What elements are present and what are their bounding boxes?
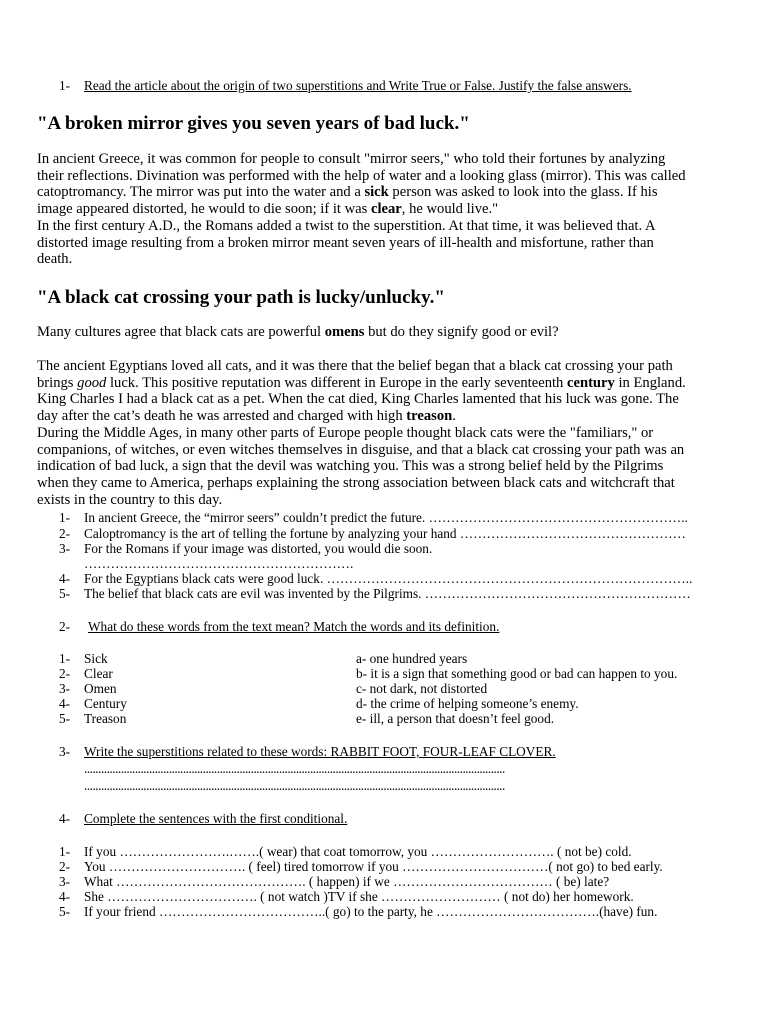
text-run: brings xyxy=(37,374,78,391)
match-number: 5- xyxy=(59,711,71,726)
text-run: luck. This positive reputation was different in Europe in the early seventeenth xyxy=(106,374,567,391)
article-2-line xyxy=(37,375,737,392)
sentence-text[interactable]: If your friend ………………………………..( go) to the party, he ……………………………….(have) fun. xyxy=(84,904,658,919)
match-definition: d- the crime of helping someone’s enemy. xyxy=(356,696,579,711)
article-1-line: In the first century A.D., the Romans added a twist to the superstition. At that time, it was believed that. A xyxy=(37,217,656,234)
article-1-line: their reflections. Divination was performed with the help of water and a looking glass (mirror). This was called xyxy=(37,167,686,184)
match-number: 1- xyxy=(59,651,71,666)
tf-number: 3- xyxy=(59,541,71,556)
article-2-line: exists in the country to this day. xyxy=(37,491,223,508)
sentence-number: 5- xyxy=(59,904,71,919)
exercise-4-number: 4- xyxy=(59,811,71,826)
article-2-line: when they came to America, perhaps explaining the strong association between black cats and witchcraft that xyxy=(37,474,675,491)
tf-statement: For the Romans if your image was distorted, you would die soon. xyxy=(84,541,433,556)
text-run: person was asked to look into the glass. If his xyxy=(388,184,658,201)
article-2-line xyxy=(37,408,737,425)
sentence-number: 2- xyxy=(59,859,71,874)
article-2-body xyxy=(37,358,737,508)
bold-word-century: century xyxy=(567,374,615,391)
article-1-body xyxy=(37,151,737,268)
match-definition: a- one hundred years xyxy=(356,651,468,666)
exercise-1-number: 1- xyxy=(59,78,71,93)
article-1-title: "A broken mirror gives you seven years of bad luck." xyxy=(37,113,470,134)
bold-word-omens: omens xyxy=(324,324,365,340)
text-run: in England. xyxy=(614,374,686,391)
text-run: . xyxy=(452,408,456,425)
tf-number: 2- xyxy=(59,526,71,541)
match-word: Sick xyxy=(84,651,108,666)
text-run: but do they signify good or evil? xyxy=(364,324,559,340)
article-2-title: "A black cat crossing your path is lucky/unlucky." xyxy=(37,287,445,308)
article-2-intro xyxy=(37,324,737,341)
article-2-line: During the Middle Ages, in many other parts of Europe people thought black cats were the "familiars," or xyxy=(37,424,654,441)
exercise-1-instruction: Read the article about the origin of two superstitions and Write True or False. Justify the false answers. xyxy=(84,78,632,93)
article-1-line xyxy=(37,201,737,218)
match-word: Clear xyxy=(84,666,113,681)
article-2-line: King Charles I had a black cat as a pet. When the cat died, King Charles lamented that his luck was gone. The xyxy=(37,391,679,408)
tf-statement: For the Egyptians black cats were good luck. ……………………………………………………………………….. xyxy=(84,571,693,586)
article-1-line: death. xyxy=(37,251,73,268)
sentence-number: 4- xyxy=(59,889,71,904)
exercise-3-answer-line[interactable]: ..................................................................................................................................................... xyxy=(84,761,505,776)
exercise-3-number: 3- xyxy=(59,744,71,759)
match-definition: b- it is a sign that something good or bad can happen to you. xyxy=(356,666,678,681)
match-definition: e- ill, a person that doesn’t feel good. xyxy=(356,711,555,726)
article-1-line xyxy=(37,184,737,201)
text-run: day after the cat’s death he was arrested and charged with high xyxy=(37,408,407,425)
bold-word-sick: sick xyxy=(364,184,389,201)
match-word: Century xyxy=(84,696,127,711)
tf-statement: Caloptromancy is the art of telling the fortune by analyzing your hand …………………………………………… xyxy=(84,526,686,541)
match-definition: c- not dark, not distorted xyxy=(356,681,488,696)
article-2-line: companions, of witches, or even witches themselves in disguise, and that a black cat crossing your path was an xyxy=(37,441,685,458)
sentence-number: 1- xyxy=(59,844,71,859)
article-1-line: distorted image resulting from a broken mirror meant seven years of ill-health and misfortune, rather than xyxy=(37,234,654,251)
article-2-line: indication of bad luck, a sign that the devil was watching you. This was a strong belief held by the Pilgrims xyxy=(37,458,664,475)
match-number: 3- xyxy=(59,681,71,696)
article-2-line xyxy=(37,324,737,341)
tf-number: 5- xyxy=(59,586,71,601)
sentence-text[interactable]: She ……………………………. ( not watch )TV if she ……………………… ( not do) her homework. xyxy=(84,889,634,904)
italic-word-good: good xyxy=(77,374,107,391)
article-1-line: In ancient Greece, it was common for people to consult "mirror seers," who told their fortunes by analyzing xyxy=(37,151,666,167)
tf-statement: In ancient Greece, the “mirror seers” couldn’t predict the future. ………………………………………………….. xyxy=(84,510,688,525)
text-run: , he would live." xyxy=(401,201,499,218)
bold-word-treason: treason xyxy=(406,408,453,425)
match-number: 4- xyxy=(59,696,71,711)
match-number: 2- xyxy=(59,666,71,681)
exercise-3-answer-line[interactable]: ..................................................................................................................................................... xyxy=(84,778,505,793)
match-word: Treason xyxy=(84,711,127,726)
sentence-number: 3- xyxy=(59,874,71,889)
tf-number: 4- xyxy=(59,571,71,586)
match-word: Omen xyxy=(84,681,117,696)
text-run: image appeared distorted, he would to die soon; if it was xyxy=(37,201,371,218)
text-run: Many cultures agree that black cats are powerful xyxy=(37,324,325,340)
tf-answer-line[interactable]: ……………………………………………………. xyxy=(84,556,354,571)
exercise-2-number: 2- xyxy=(59,619,71,634)
exercise-3-instruction: Write the superstitions related to these words: RABBIT FOOT, FOUR-LEAF CLOVER. xyxy=(84,744,556,759)
tf-number: 1- xyxy=(59,510,71,525)
sentence-text[interactable]: What ……………………………………. ( happen) if we ……………………………… ( be) late? xyxy=(84,874,610,889)
sentence-text[interactable]: You …………………………. ( feel) tired tomorrow if you ……………………………( not go) to bed early. xyxy=(84,859,663,874)
sentence-text[interactable]: If you …………………….…….( wear) that coat tomorrow, you ………………………. ( not be) cold. xyxy=(84,844,632,859)
tf-statement: The belief that black cats are evil was invented by the Pilgrims. …………………………………………………… xyxy=(84,586,691,601)
exercise-4-instruction: Complete the sentences with the first conditional. xyxy=(84,811,348,826)
exercise-2-instruction: What do these words from the text mean? Match the words and its definition. xyxy=(88,619,500,634)
article-2-line: The ancient Egyptians loved all cats, and it was there that the belief began that a black cat crossing your path xyxy=(37,358,673,374)
text-run: catoptromancy. The mirror was put into the water and a xyxy=(37,184,365,201)
bold-word-clear: clear xyxy=(370,201,402,218)
